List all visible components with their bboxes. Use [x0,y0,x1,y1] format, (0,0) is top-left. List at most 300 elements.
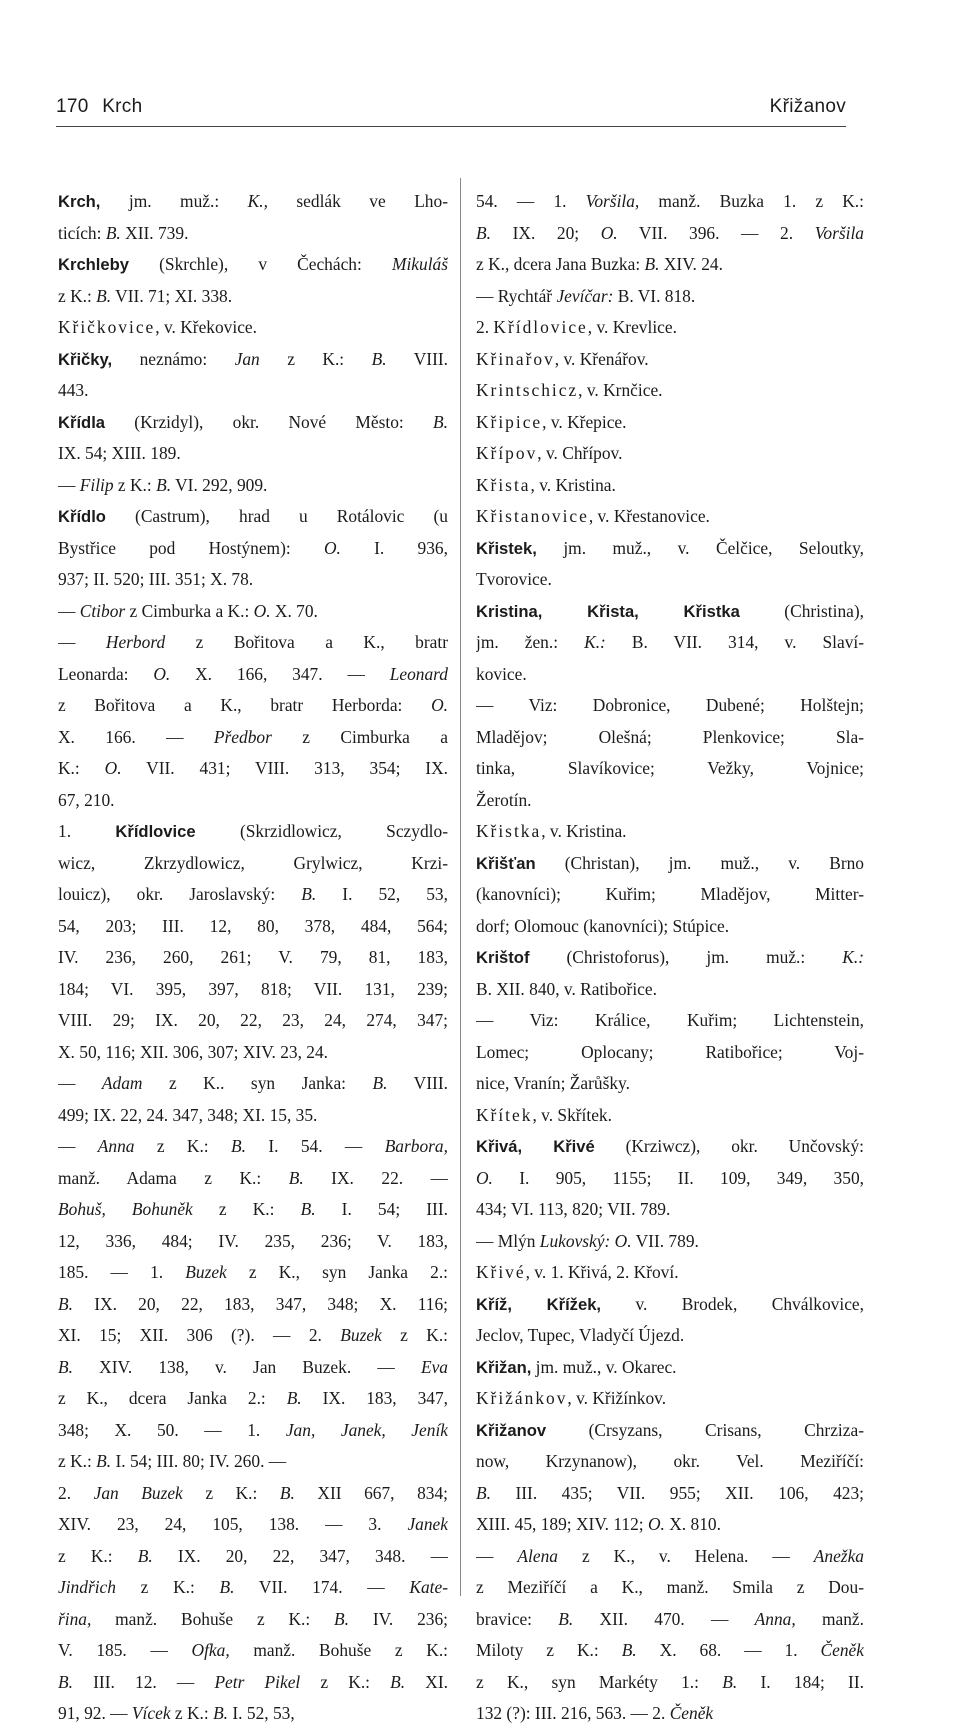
text-line [58,1005,448,1037]
text-line [58,344,448,376]
text-line [476,722,864,754]
text-run: VII. 396. — 2. [617,222,815,243]
text-run: now, Krzynanow), okr. Vel. Meziříčí: [476,1451,864,1471]
text-run: O. [153,663,171,684]
text-line [58,1667,448,1699]
text-run: , v. Krevlice. [587,317,677,337]
text-run: IX. 22. — [303,1167,448,1188]
text-line [58,1698,448,1730]
text-run: Voršila, [585,191,640,211]
text-run: VIII. [387,1073,448,1093]
text-run: X. 166, 347. — [170,663,390,684]
right-column [476,186,864,1730]
text-line [476,753,864,785]
text-run: Lukovský: [539,1230,611,1251]
text-run: z Meziříčí a K., manž. Smila z Dou- [476,1577,864,1597]
text-run: (Skrzidlowicz, Sczydlo- [195,821,448,841]
text-run: XII. 470. — [573,1608,755,1629]
text-line [476,1415,864,1447]
text-line [58,1194,448,1226]
text-run: jm. žen.: [476,632,585,652]
text-line [476,1131,864,1163]
text-run: Jan Buzek [93,1482,183,1503]
text-run: — [58,474,80,495]
text-run: z K.: [381,1325,448,1345]
text-line [58,312,448,344]
text-run: , v. Krnčice. [578,380,663,400]
text-run: B. [137,1545,153,1566]
text-run: 2. [58,1482,94,1503]
text-run: manž. [795,1608,864,1629]
text-run: XII 667, 834; [294,1482,448,1503]
text-run: z K.: [182,1482,280,1503]
text-line [476,564,864,596]
text-run: O. [323,537,341,558]
text-run: — Viz: Dobronice, Dubené; Holštejn; [476,695,864,715]
text-run: Kate- [409,1577,448,1597]
text-run: VII. 431; VIII. 313, 354; IX. [121,758,448,778]
text-run: Krch, [58,192,101,211]
text-line [58,1226,448,1258]
text-line [58,470,448,502]
text-run: Tvorovice. [476,569,552,589]
text-run: B. [433,411,448,432]
text-line [58,564,448,596]
text-run: X. 166. — [58,726,214,747]
text-line [58,218,448,250]
text-line [58,1478,448,1510]
text-line [58,249,448,281]
text-run: manž. Bohuše z K.: [91,1608,335,1629]
text-run: jm. muž.: [100,191,248,211]
text-line [58,1604,448,1636]
text-line [476,186,864,218]
text-run: III. 12. — [72,1671,215,1692]
text-run: IX. 183, 347, [301,1388,448,1408]
text-run: B. [288,1167,304,1188]
text-run: 54. — 1. [476,191,586,211]
text-run: — Rychtář [476,285,557,306]
text-run: kovice. [476,663,527,684]
text-line [58,911,448,943]
text-line [58,816,448,848]
text-line [476,1698,864,1730]
text-line [58,1572,448,1604]
text-run: z K.. syn Janka: [142,1073,373,1093]
text-run: O. [614,1230,632,1251]
text-run: z K., syn Markéty 1.: [476,1671,723,1692]
text-line [476,218,864,250]
text-line [58,627,448,659]
text-run: Čeněk [669,1703,714,1723]
text-line [58,659,448,691]
text-run: B. XII. 840, v. Ratibořice. [476,978,657,999]
text-run: I. 905, 1155; II. 109, 349, 350, [492,1167,864,1188]
text-run: B. [219,1577,235,1597]
text-run: , v. 1. Křivá, 2. Křoví. [525,1262,679,1282]
text-run: Buzek [185,1262,227,1282]
text-run: manž. Buzka 1. z K.: [639,191,864,211]
text-run: z Cimburka a [271,726,448,747]
text-line [476,533,864,565]
text-run: B. [286,1388,302,1408]
text-run: IX. 20; [490,222,601,243]
text-run: z K.: [58,1451,97,1471]
text-line [58,1163,448,1195]
text-run: (Skrchle), v Čechách: [129,254,392,274]
text-run: , v. Kristina. [530,474,616,495]
text-run: B. [301,884,317,904]
text-line [58,1100,448,1132]
text-run: 54, 203; III. 12, 80, 378, 484, 564; [58,915,448,936]
text-run: z K.: [113,474,157,495]
text-run: B. [231,1136,246,1156]
text-run: , v. Křepice. [542,411,627,432]
text-line [58,1131,448,1163]
text-run: jm. muž., v. Čelčice, Seloutky, [536,537,864,558]
text-run: manž. Bohuše z K.: [229,1640,448,1660]
text-line [476,942,864,974]
text-run: Křičkovice [58,317,156,337]
text-run: Žerotín. [476,789,532,810]
text-run: VIII. [386,348,448,369]
running-header [56,92,846,127]
text-line [476,911,864,943]
text-run: Křistek, [476,538,537,558]
text-run: Křídla [58,412,106,432]
text-run: Kristina, Křista, Křistka [476,601,740,621]
text-line [476,1509,864,1541]
text-run: XIV. 138, v. Jan Buzek. — [72,1356,421,1377]
text-run: Anna [97,1136,135,1156]
text-line [58,407,448,439]
text-line [476,281,864,313]
text-run: z K., dcera Janka 2.: [58,1388,287,1408]
text-run: , v. Křestanovice. [588,506,710,526]
text-line [58,1289,448,1321]
text-run: nice, Vranín; Žarůšky. [476,1073,630,1093]
text-run: z Cimburka a K.: [125,600,254,621]
text-run: I. 54; III. 80; IV. 260. — [111,1451,287,1471]
text-run: K.: [58,758,105,778]
text-line [476,1005,864,1037]
text-run: 443. [58,380,89,400]
text-run: 1. [58,821,116,841]
text-run: Křičky, [58,349,113,369]
text-line [58,501,448,533]
text-run: Ofka, [191,1640,230,1660]
text-line [58,281,448,313]
text-line [476,1635,864,1667]
text-line [58,1352,448,1384]
text-line [476,1037,864,1069]
text-line [476,785,864,817]
text-run: z K.: [259,348,372,369]
text-run: (Christina), [739,600,864,621]
text-run: 499; IX. 22, 24. 347, 348; XI. 15, 35. [58,1104,318,1125]
text-run: X. 50, 116; XII. 306, 307; XIV. 23, 24. [58,1041,329,1062]
text-run: Jan, Janek, Jeník [285,1419,448,1440]
text-line [476,1352,864,1384]
text-run: Čeněk [820,1640,864,1660]
text-run: B. [372,1073,388,1093]
text-line [476,1100,864,1132]
text-line [476,1541,864,1573]
text-run: z K., syn Janka 2.: [226,1262,448,1282]
text-run: Krištof [476,948,530,967]
text-line [58,785,448,817]
text-run: Jeclov, Tupec, Vladyčí Újezd. [476,1325,685,1345]
text-run: Bohuš, Bohuněk [58,1199,193,1219]
text-run: Miloty z K.: [476,1640,622,1660]
text-run: Křípov [476,443,538,463]
text-run: Filip [79,474,114,495]
text-run: Křista [476,474,531,495]
text-run: 91, 92. — [58,1703,132,1723]
text-run: IX. 20, 22, 347, 348. — [152,1545,448,1566]
text-run: (Crsyzans, Crisans, Chrziza- [546,1419,864,1440]
text-run: z K.: [58,1545,138,1566]
text-line [58,974,448,1006]
text-run: Křižan, [476,1357,532,1377]
page-number: 170 [56,96,89,117]
text-run: z Bořitova a K., bratr [165,632,448,652]
text-run: I. 936, [340,537,448,558]
text-run: IV. 236, 260, 261; V. 79, 81, 183, [58,947,448,967]
text-run: XI. [405,1671,448,1692]
text-run: I. 52, 53, [228,1703,295,1723]
text-line [476,1478,864,1510]
text-run: , v. Kristina. [541,821,627,841]
text-run: ticích: [58,222,106,243]
text-line [476,438,864,470]
text-run: Křídlovice [115,822,196,841]
text-run: Mikuláš [391,254,448,274]
text-line [476,1572,864,1604]
text-run: Křistka [476,821,542,841]
text-line [476,1667,864,1699]
text-line [58,186,448,218]
text-run: Anežka [813,1545,864,1566]
text-line [476,375,864,407]
text-run: Buzek [340,1325,382,1345]
text-run: Jindřich [58,1577,116,1597]
text-run: Adam [101,1073,143,1093]
text-run: Krintschicz [476,380,579,400]
text-run: Jan [234,348,260,369]
text-line [58,1446,448,1478]
text-line [476,312,864,344]
text-run: — Viz: Králice, Kuřim; Lichtenstein, [476,1010,864,1030]
text-run: VIII. 29; IX. 20, 22, 23, 24, 274, 347; [58,1010,448,1030]
text-run: Eva [420,1356,448,1377]
text-run: z K.: [115,1577,220,1597]
text-line [476,1194,864,1226]
text-run: z K.: [58,285,97,306]
text-run: , v. Křenářov. [554,348,649,369]
text-run: O. [600,222,618,243]
text-line [476,627,864,659]
text-line [476,1446,864,1478]
text-line [58,1320,448,1352]
text-run: III. 435; VII. 955; XII. 106, 423; [490,1482,864,1503]
text-run: 67, 210. [58,789,115,810]
text-run: Křinařov [476,348,555,369]
text-run: VII. 789. [631,1230,699,1251]
text-line [58,1068,448,1100]
text-run: 184; VI. 395, 397, 818; VII. 131, 239; [58,978,448,999]
text-run: VII. 174. — [234,1577,410,1597]
text-run: louicz), okr. Jaroslavský: [58,884,302,904]
text-run: 132 (?): III. 216, 563. — 2. [476,1703,670,1723]
text-line [476,1068,864,1100]
text-run: z K., dcera Jana Buzka: [476,254,645,274]
text-run: B. [476,1482,491,1503]
text-line [476,407,864,439]
text-line [476,249,864,281]
text-line [476,1320,864,1352]
text-run: Křítek [476,1104,533,1125]
text-run: Petr Pikel [214,1671,301,1692]
text-run: B. [213,1703,229,1723]
text-run: z K.: [134,1136,231,1156]
text-run: Křišťan [476,853,536,873]
text-run: 12, 336, 484; IV. 235, 236; V. 183, [58,1230,448,1251]
text-line [476,596,864,628]
text-run: Křižanov [476,1420,547,1440]
text-run: Mladějov; Olešná; Plenkovice; Sla- [476,726,864,747]
text-run: B. [371,348,387,369]
text-run: B. VI. 818. [613,285,696,306]
text-run: Předbor [213,726,272,747]
text-run: B. [644,254,660,274]
text-run: 185. — 1. [58,1262,186,1282]
text-run: Leonard [389,663,448,684]
text-run: sedlák ve Lho- [267,191,448,211]
text-run: XI. 15; XII. 306 (?). — 2. [58,1325,341,1345]
text-run: — [58,632,106,652]
text-run: K.: [842,947,864,967]
text-line [476,848,864,880]
text-run: VI. 292, 909. [171,474,268,495]
text-run: z K.: [192,1199,301,1219]
header-right-word: Křižanov [769,96,846,117]
text-line [58,848,448,880]
text-line [58,690,448,722]
text-line [476,1289,864,1321]
text-line [58,1509,448,1541]
text-line [58,1415,448,1447]
text-run: Anna, [754,1608,796,1629]
text-line [58,722,448,754]
text-run: X. 68. — 1. [636,1640,821,1660]
text-run: Křivá, Křivé [476,1137,595,1156]
text-run: B. [390,1671,406,1692]
text-line [476,879,864,911]
text-line [58,596,448,628]
text-run: B. [722,1671,738,1692]
text-run: , v. Skřítek. [532,1104,612,1125]
text-line [58,375,448,407]
text-run: Barbora, [384,1136,448,1156]
text-run: O. [253,600,271,621]
text-run: I. 54. — [245,1136,385,1156]
text-run: Vícek [131,1703,171,1723]
text-run: Krchleby [58,255,130,274]
text-run: , v. Křekovice. [155,317,257,337]
text-run: neznámo: [112,348,235,369]
text-run: Křídlo [58,507,106,526]
text-line [476,501,864,533]
text-line [58,1541,448,1573]
text-run: Bystřice pod Hostýnem): [58,537,324,558]
text-line [476,1383,864,1415]
text-run: O. [431,695,448,715]
text-run: B. [300,1199,316,1219]
text-line [476,1604,864,1636]
text-line [58,1257,448,1289]
text-run: (Christan), jm. muž., v. Brno [535,852,864,873]
text-line [476,470,864,502]
text-run: , v. Chřípov. [537,443,623,463]
text-run: — [58,1136,98,1156]
text-run: IX. 20, 22, 183, 347, 348; X. 116; [72,1293,448,1314]
text-run: Voršila [814,222,864,243]
text-line [58,438,448,470]
text-run: B. [58,1293,73,1314]
text-run: manž. Adama z K.: [58,1167,289,1188]
text-line [58,1037,448,1069]
text-run: B. [105,222,121,243]
text-line [58,1635,448,1667]
text-run: X. 810. [664,1514,721,1534]
text-run: K., [247,191,268,211]
text-run: I. 184; II. [737,1671,864,1692]
column-divider [460,178,461,1596]
text-run: B. [334,1608,350,1629]
text-run: řina, [58,1608,92,1629]
text-run: B. [58,1671,73,1692]
text-run: dorf; Olomouc (kanovníci); Stúpice. [476,915,730,936]
text-run: XII. 739. [120,222,189,243]
text-run: 348; X. 50. — 1. [58,1419,286,1440]
text-run: z K., v. Helena. — [557,1545,814,1566]
text-run: XIV. 24. [659,254,723,274]
text-run: v. Brodek, Chválkovice, [601,1293,864,1314]
text-run: z Bořitova a K., bratr Herborda: [58,695,432,715]
text-run: — Mlýn [476,1230,540,1251]
text-run: 2. [476,317,494,337]
text-run: B. [96,285,112,306]
text-run: VII. 71; XI. 338. [111,285,233,306]
text-run: B. [558,1608,574,1629]
left-column [58,186,448,1730]
text-run: K.: [584,632,606,652]
text-run: z K.: [170,1703,214,1723]
text-run: Janek [407,1514,448,1534]
text-run: Křižánkov [476,1388,568,1408]
text-run: I. 54; III. [315,1199,448,1219]
text-run: IX. 54; XIII. 189. [58,443,181,463]
text-run: Leonarda: [58,663,154,684]
text-run: B. [476,222,491,243]
text-line [476,659,864,691]
text-run: IV. 236; [349,1608,448,1629]
text-run: (Castrum), hrad u Rotálovic (u [105,506,448,526]
text-run: B. [279,1482,295,1503]
text-run: 937; II. 520; III. 351; X. 78. [58,569,254,589]
text-run: B. [156,474,172,495]
